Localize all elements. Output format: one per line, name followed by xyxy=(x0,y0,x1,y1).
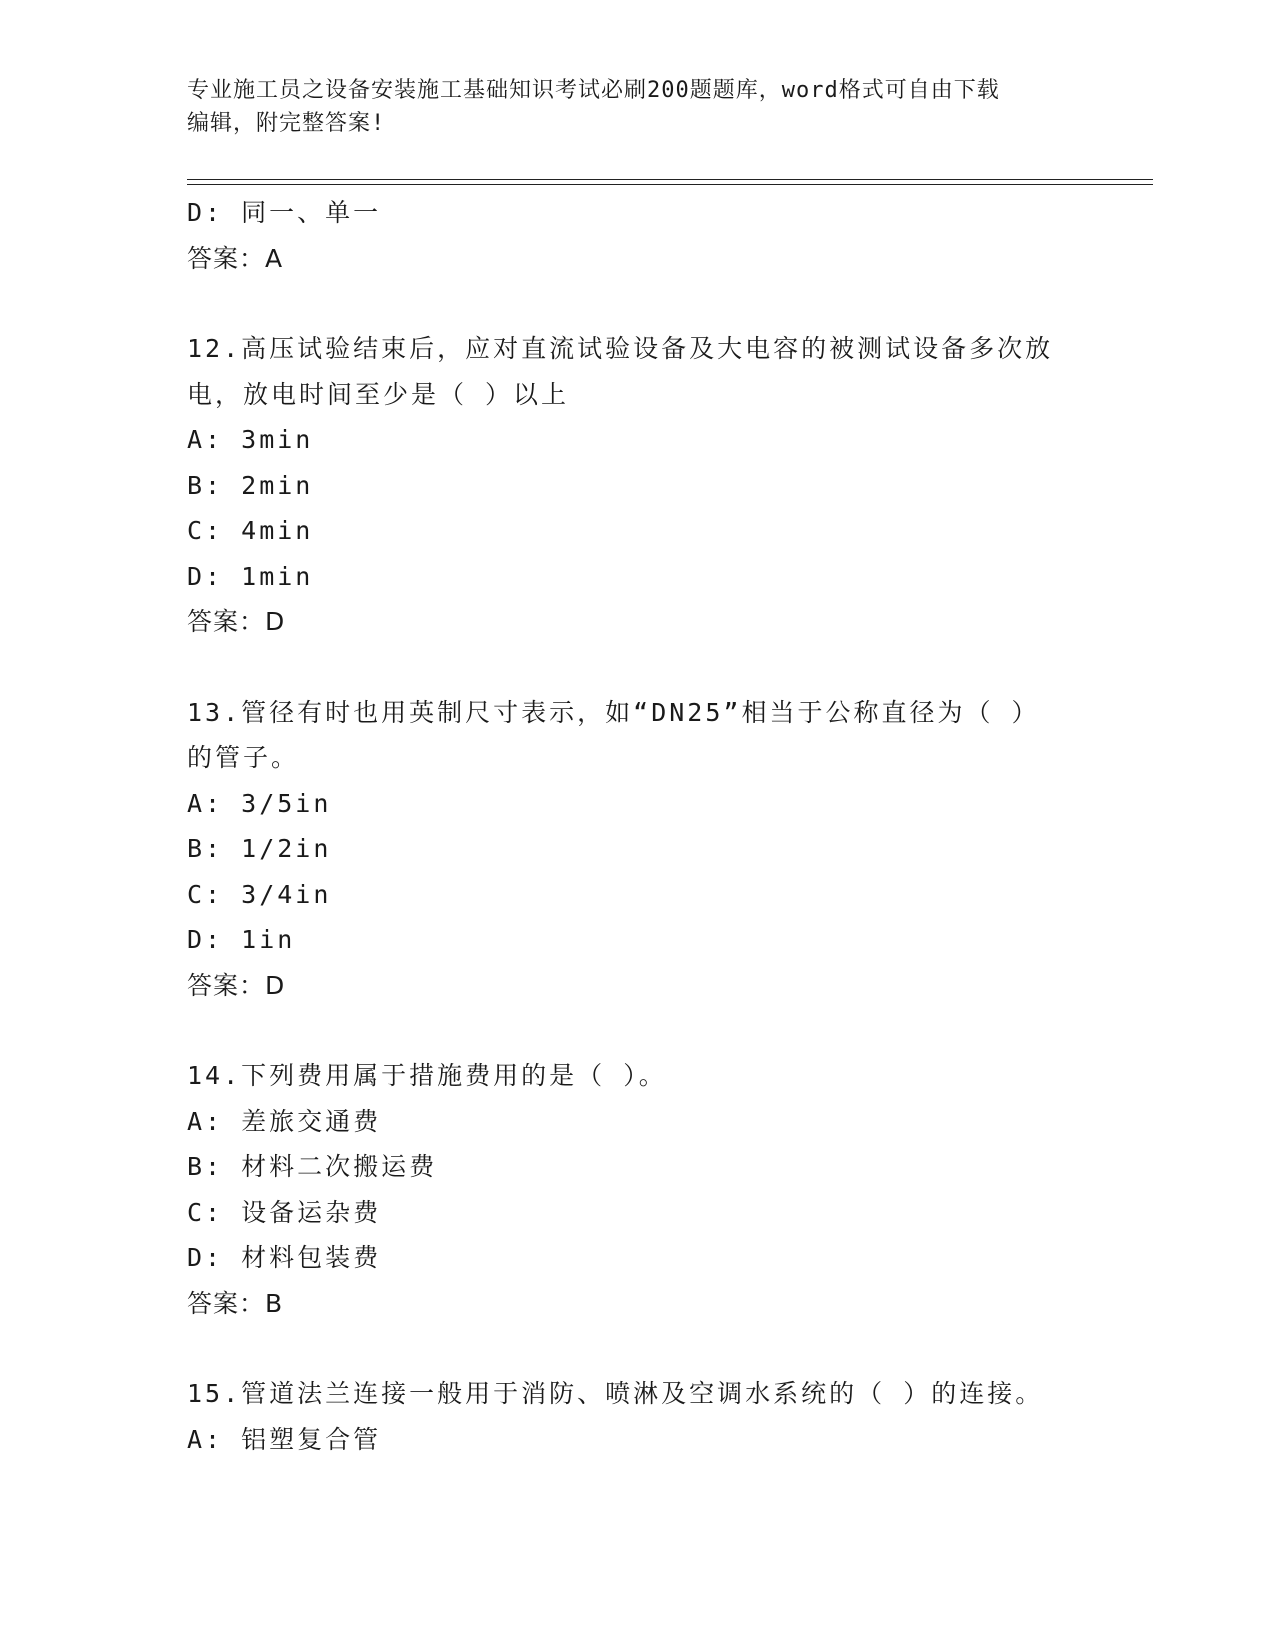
answer-line: 答案：D xyxy=(187,607,286,636)
spacer xyxy=(187,645,1087,690)
option-d: D: 同一、单一 xyxy=(187,198,382,227)
question-stem: 13.管径有时也用英制尺寸表示，如“DN25”相当于公称直径为（ ） xyxy=(187,697,1040,727)
spacer xyxy=(187,281,1087,326)
answer-line: 答案：B xyxy=(187,1288,284,1318)
header-divider xyxy=(187,179,1153,185)
spacer xyxy=(187,1008,1087,1053)
option-b: B: 1/2in xyxy=(187,834,332,863)
option-b: B: 材料二次搬运费 xyxy=(187,1152,438,1181)
spacer xyxy=(187,1326,1087,1371)
question-stem: 14.下列费用属于措施费用的是（ ）。 xyxy=(187,1061,667,1090)
answer-line: 答案：A xyxy=(187,243,284,273)
option-c: C: 4min xyxy=(187,516,314,545)
option-c: C: 3/4in xyxy=(187,879,332,909)
option-a: A: 铝塑复合管 xyxy=(187,1424,382,1454)
question-stem: 的管子。 xyxy=(187,743,300,772)
option-c: C: 设备运杂费 xyxy=(187,1197,382,1227)
option-d: D: 1in xyxy=(187,925,296,954)
option-d: D: 1min xyxy=(187,561,314,591)
option-d: D: 材料包装费 xyxy=(187,1243,382,1272)
question-stem: 电，放电时间至少是（ ）以上 xyxy=(187,379,570,409)
answer-line: 答案：D xyxy=(187,970,286,1000)
option-b: B: 2min xyxy=(187,470,314,500)
question-14 xyxy=(187,1053,1087,1326)
option-a: A: 差旅交通费 xyxy=(187,1106,382,1136)
option-a: A: 3min xyxy=(187,425,314,454)
question-stem: 15.管道法兰连接一般用于消防、喷淋及空调水系统的（ ）的连接。 xyxy=(187,1379,1044,1408)
document-header xyxy=(187,74,1067,140)
header-line-2: 编辑，附完整答案! xyxy=(187,111,386,136)
question-list xyxy=(187,190,1087,1462)
question-15 xyxy=(187,1371,1087,1462)
question-13 xyxy=(187,690,1087,1009)
question-stem: 12.高压试验结束后，应对直流试验设备及大电容的被测试设备多次放 xyxy=(187,334,1054,363)
option-a: A: 3/5in xyxy=(187,788,332,818)
header-line-1: 专业施工员之设备安装施工基础知识考试必刷200题题库，word格式可自由下载 xyxy=(187,78,1000,103)
question-12 xyxy=(187,326,1087,645)
